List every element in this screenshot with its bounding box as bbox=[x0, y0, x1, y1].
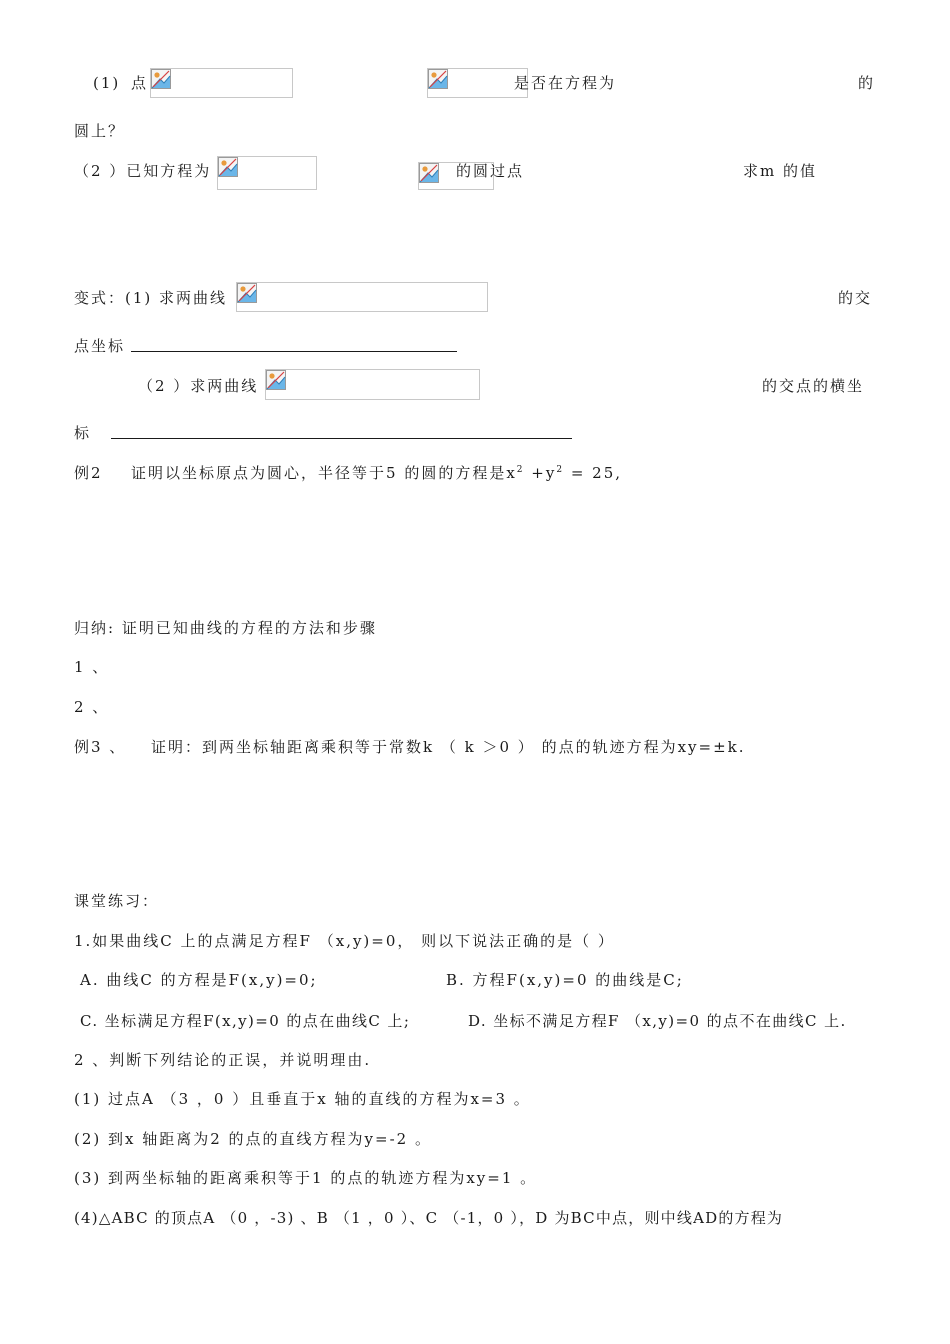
formula-box-curves-1 bbox=[236, 282, 488, 312]
example2-statement: 证明以坐标原点为圆心，半径等于5 的圆的方程是$x^2 +y^2 = 25$, bbox=[131, 464, 623, 482]
practice-statement-2: (2) 到x 轴距离为2 的点的直线方程为y=-2 。 bbox=[74, 1130, 432, 1148]
variant-point-coord: 点坐标 bbox=[74, 337, 126, 355]
q1-point-label: 点 bbox=[131, 74, 149, 92]
broken-image-icon bbox=[266, 370, 286, 390]
answer-blank-1 bbox=[131, 351, 457, 352]
q1-number: (1) bbox=[93, 74, 121, 92]
practice-q2: 2 、判断下列结论的正误，并说明理由. bbox=[74, 1051, 372, 1069]
broken-image-icon bbox=[419, 163, 439, 183]
broken-image-icon bbox=[428, 69, 448, 89]
summary-title: 归纳: 证明已知曲线的方程的方法和步骤 bbox=[74, 619, 377, 637]
summary-step-2: 2 、 bbox=[74, 698, 110, 716]
practice-statement-1: (1) 过点A （3 ，0 ）且垂直于x 轴的直线的方程为x=3 。 bbox=[74, 1090, 531, 1108]
formula-box-equation bbox=[217, 156, 317, 190]
variant-biao-text: 标 bbox=[74, 424, 92, 442]
q1-de-text: 的 bbox=[858, 74, 876, 92]
practice-statement-4: (4)△ABC 的顶点A （0 ，-3) 、B （1 ，0 ）、C （-1，0 ），D 为BC中点，则中线AD的方程为 bbox=[74, 1209, 784, 1227]
practice-option-c: C. 坐标满足方程F(x,y)=0 的点在曲线C 上; bbox=[80, 1012, 411, 1030]
summary-step-1: 1 、 bbox=[74, 658, 110, 676]
practice-option-a: A. 曲线C 的方程是F(x,y)=0; bbox=[80, 971, 318, 989]
variant-2-label: （2 ）求两曲线 bbox=[138, 377, 259, 395]
broken-image-icon bbox=[218, 157, 238, 177]
practice-option-b: B. 方程F(x,y)=0 的曲线是C; bbox=[446, 971, 684, 989]
variant-jiao-text: 的交 bbox=[838, 289, 873, 307]
example3-label: 例3 、 bbox=[74, 738, 127, 756]
practice-statement-3: (3) 到两坐标轴的距离乘积等于1 的点的轨迹方程为xy=1 。 bbox=[74, 1169, 538, 1187]
answer-blank-2 bbox=[111, 438, 572, 439]
example3-statement: 证明：到两坐标轴距离乘积等于常数k （ k ＞0 ） 的点的轨迹方程为xy=±k. bbox=[151, 738, 746, 756]
q2-text: （2 ）已知方程为 bbox=[74, 162, 212, 180]
formula-box-point-2 bbox=[427, 68, 528, 98]
practice-q1: 1.如果曲线C 上的点满足方程F （x,y)=0， 则以下说法正确的是（ ） bbox=[74, 932, 615, 950]
practice-option-d: D. 坐标不满足方程F （x,y)=0 的点不在曲线C 上. bbox=[468, 1012, 847, 1030]
q2-circle-through-text: 的圆过点 bbox=[456, 162, 525, 180]
formula-box-point-1 bbox=[150, 68, 293, 98]
q1-on-circle-text: 是否在方程为 bbox=[514, 74, 617, 92]
example2-label: 例2 bbox=[74, 464, 103, 482]
broken-image-icon bbox=[151, 69, 171, 89]
practice-title: 课堂练习： bbox=[74, 892, 160, 910]
broken-image-icon bbox=[237, 283, 257, 303]
q1-circle-question: 圆上？ bbox=[74, 122, 126, 140]
variant-abscissa-text: 的交点的横坐 bbox=[762, 377, 865, 395]
q2-find-m-text: 求m 的值 bbox=[743, 162, 817, 180]
formula-box-curves-2 bbox=[265, 369, 480, 400]
variant-label: 变式：(1) 求两曲线 bbox=[74, 289, 228, 307]
